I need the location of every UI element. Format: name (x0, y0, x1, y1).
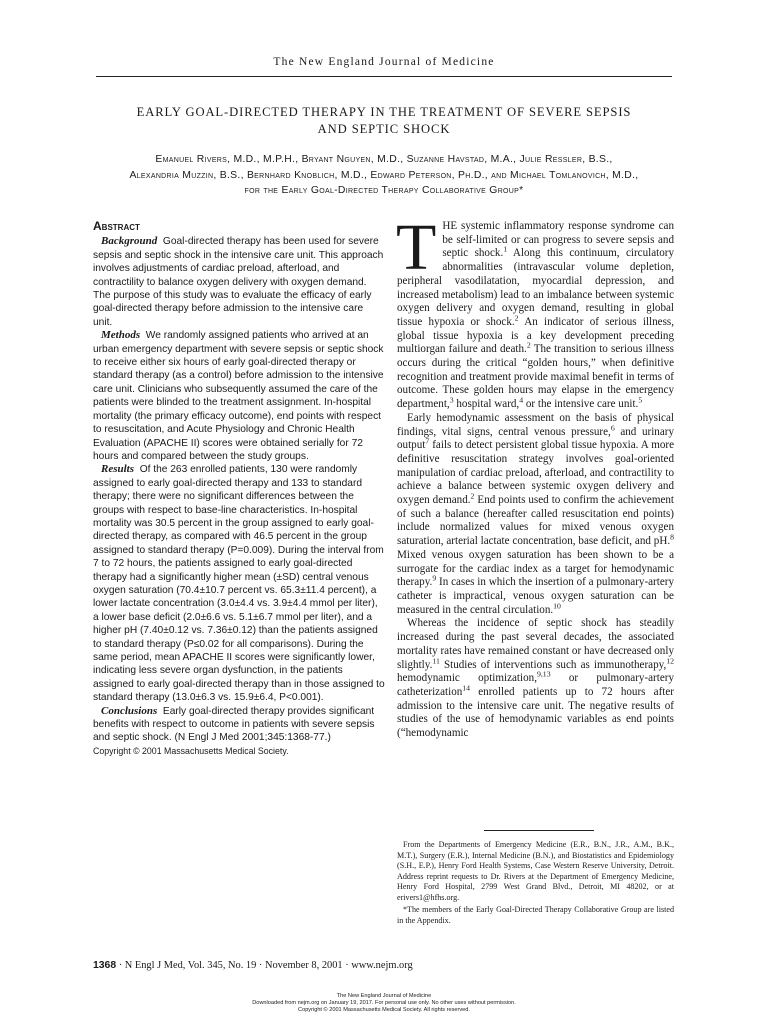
body-paragraph-1 (396, 211, 674, 412)
body-text: or the intensive care unit. (523, 398, 639, 411)
ref-marker: 10 (553, 601, 561, 610)
body-text: HE systemic inflammatory response syndrome can be self-limited or can progress to severe sepsis and septic shock. (442, 220, 674, 260)
download-notice (0, 993, 768, 1014)
body-text: An indicator of serious illness, global tissue hypoxia is a key development preceding multiorgan failure and death. (397, 315, 674, 356)
body-text: hospital ward, (453, 398, 520, 411)
ref-marker: 8 (670, 532, 674, 542)
authors-line-1: Emanuel Rivers, M.D., M.P.H., Bryant Nguyen, M.D., Suzanne Havstad, M.A., Julie Ressler, B.S., (155, 154, 613, 165)
ref-marker: 1 (503, 244, 508, 254)
body-text: Studies of interventions such as immunotherapy, (439, 658, 667, 671)
page-footer (93, 960, 413, 971)
body-text: or pulmonary-artery catheterization (397, 672, 674, 698)
results-text: Of the 263 enrolled patients, 130 were randomly assigned to early goal-directed therapy and 133 to standard therapy; there were no significant differences between the groups with respect to base-line characteristics. In-hospital mortality was 30.5 percent in the group assigned to early goal-directed therapy, as compared with 46.5 percent in the group assigned to standard therapy (P=0.009). During the interval from 7 to 72 hours, the patients assigned to early goal-directed therapy had a significantly higher mean (±SD) central venous oxygen saturation (70.4±10.7 percent vs. 65.3±11.4 percent), a lower lactate concentration (3.0±4.4 vs. 3.9±4.4 mmol per liter), a lower base deficit (2.0±6.6 vs. 5.1±6.7 mmol per liter), and a higher pH (7.40±0.12 vs. 7.36±0.12) than the patients assigned to standard therapy (P≤0.02 for all comparisons). During the same period, mean APACHE II scores were significantly lower, indicating less severe organ dysfunction, in the patients assigned to early goal-directed therapy than in those assigned to standard therapy (13.0±6.3 vs. 15.9±6.4, P<0.001). (93, 464, 385, 704)
author-list (70, 152, 698, 199)
body-text: fails to detect persistent global tissue hypoxia. A more definitive resuscitation strategy involves goal-oriented manipulation of cardiac preload, afterload, and contractility to achieve a balance between systemic oxygen delivery and oxygen demand. (397, 439, 674, 507)
ref-marker: 9 (432, 573, 437, 583)
ref-marker: 9,13 (536, 669, 551, 679)
abstract-methods (93, 329, 385, 463)
abstract (93, 220, 385, 758)
abstract-conclusions (93, 705, 385, 745)
authors-line-2: Alexandria Muzzin, B.S., Bernhard Knoblich, M.D., Edward Peterson, Ph.D., and Michael Tomlanovich, M.D., (129, 169, 639, 181)
ref-marker: 6 (610, 422, 615, 432)
background-label: Background (101, 235, 158, 248)
ref-marker: 7 (425, 436, 430, 446)
download-journal: The New England Journal of Medicine (336, 993, 432, 999)
footnotes (397, 840, 674, 928)
journal-name: The New England Journal of Medicine (273, 56, 495, 68)
article-title (90, 104, 678, 138)
conclusions-label: Conclusions (101, 704, 158, 717)
background-text: Goal-directed therapy has been used for severe sepsis and septic shock in the intensive care unit. This approach involves adjustments of cardiac preload, afterload, and contractility to balance oxygen delivery with oxygen demand. The purpose of this study was to evaluate the efficacy of early goal-directed therapy before admission to the intensive care unit. (93, 236, 384, 328)
footnote-rule (484, 830, 594, 831)
ref-marker: 4 (519, 395, 524, 405)
title-line-2: AND SEPTIC SHOCK (317, 122, 451, 136)
abstract-background (93, 235, 385, 329)
body-paragraph-2 (397, 412, 674, 618)
ref-marker: 5 (638, 395, 643, 405)
body-text: In cases in which the insertion of a pulmonary-artery catheter is impractical, venous oxygen saturation can be measured in the central circulation. (397, 576, 674, 616)
ref-marker: 11 (432, 655, 440, 665)
download-copyright: Copyright © 2001 Massachusetts Medical Society. All rights reserved. (298, 1007, 470, 1013)
members-footnote: *The members of the Early Goal-Directed Therapy Collaborative Group are listed in the Appendix. (397, 905, 674, 925)
article-body (396, 211, 674, 741)
ref-marker: 2 (526, 340, 531, 350)
body-text: enrolled patients up to 72 hours after admission to the intensive care unit. The negative results of studies of the use of hemodynamic variables as end points (“hemodynamic (397, 685, 674, 740)
affiliation-footnote: From the Departments of Emergency Medicine (E.R., B.N., J.R., A.M., B.K., M.T.), Surgery (E.R.), Internal Medicine (B.N.), and Biostatistics and Epidemiology (S.H., E.P.), Henry Ford Health Systems, Case Western Reserve University, Detroit. Address reprint requests to Dr. Rivers at the Department of Emergency Medicine, Henry Ford Hospital, 2799 West Grand Blvd., Detroit, MI 48202, or at erivers1@hfhs.org. (397, 840, 674, 902)
conclusions-text: Early goal-directed therapy provides significant benefits with respect to outcome in patients with severe sepsis and septic shock. (N Engl J Med 2001;345:1368-77.) (93, 705, 375, 744)
download-statement: Downloaded from nejm.org on January 19, 2017. For personal use only. No other uses without permission. (252, 1000, 516, 1006)
ref-marker: 14 (462, 683, 471, 693)
header-rule (96, 76, 672, 77)
methods-label: Methods (101, 329, 141, 342)
journal-citation: · N Engl J Med, Vol. 345, No. 19 · November 8, 2001 · www.nejm.org (118, 960, 413, 971)
methods-text: We randomly assigned patients who arrived at an urban emergency department with severe sepsis or septic shock to receive either six hours of early goal-directed therapy or standard therapy (as a control) before admission to the intensive care unit. Clinicians who subsequently assumed the care of the patients were blinded to the treatment assignment. In-hospital mortality (the primary efficacy outcome), end points with respect to resuscitation, and Acute Physiology and Chronic Health Evaluation (APACHE II) scores were obtained serially for 72 hours and compared between the study groups. (93, 330, 384, 462)
results-label: Results (101, 463, 135, 476)
abstract-heading: Abstract (93, 219, 140, 233)
body-text: and urinary output (397, 425, 674, 452)
body-text: The transition to serious illness occurs during the critical “golden hours,” when definitive recognition and treatment provide maximal benefit in terms of outcome. These golden hours may elapse in the emergency department, (397, 343, 674, 411)
ref-marker: 2 (514, 313, 519, 323)
abstract-copyright: Copyright © 2001 Massachusetts Medical Society. (93, 745, 289, 756)
body-text: hemodynamic optimization, (397, 672, 537, 685)
page-number: 1368 (93, 960, 117, 971)
body-paragraph-3 (397, 617, 674, 740)
body-text: Early hemodynamic assessment on the basis of physical findings, vital signs, central venous pressure, (397, 411, 674, 438)
body-text: End points used to confirm the achievement of such a balance (hereafter called resuscitation end points) include normalized values for mixed venous oxygen saturation, arterial lactate concentration, base deficit, and pH. (397, 494, 674, 548)
drop-cap: T (396, 211, 437, 284)
authors-line-3: for the Early Goal-Directed Therapy Collaborative Group* (244, 185, 524, 196)
body-text: Whereas the incidence of septic shock has steadily increased during the past several decades, the associated mortality rates have remained constant or have decreased only slightly. (397, 617, 674, 671)
ref-marker: 12 (666, 655, 674, 665)
body-text: Mixed venous oxygen saturation has been shown to be a surrogate for the cardiac index as a target for hemodynamic therapy. (397, 548, 674, 589)
abstract-results (93, 463, 385, 704)
ref-marker: 3 (449, 395, 454, 405)
ref-marker: 2 (470, 491, 475, 501)
body-text: Along this continuum, circulatory abnormalities (intravascular volume depletion, peripheral vasodilatation, myocardial depression, and increased metabolism) lead to an imbalance between systemic oxygen delivery and oxygen demand, resulting in global tissue hypoxia or shock. (397, 247, 674, 328)
title-line-1: EARLY GOAL-DIRECTED THERAPY IN THE TREATMENT OF SEVERE SEPSIS (136, 105, 632, 119)
